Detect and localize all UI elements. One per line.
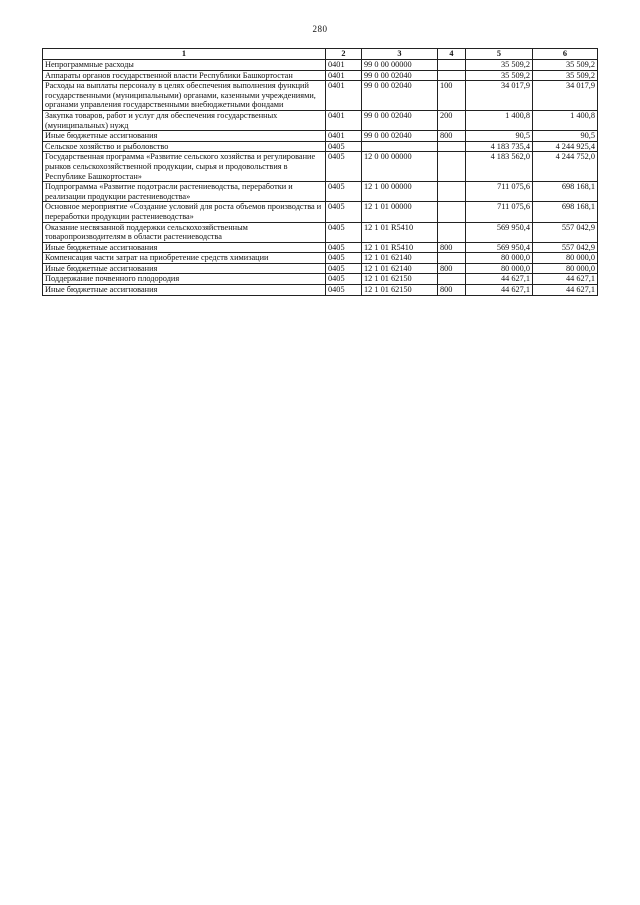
table-row bbox=[43, 60, 598, 71]
cell-target: 12 1 01 62140 bbox=[362, 253, 438, 264]
cell-section: 0405 bbox=[326, 152, 362, 182]
cell-name: Оказание несвязанной поддержки сельскохозяйственным товаропроизводителям в области растениеводства bbox=[43, 222, 326, 242]
table-row bbox=[43, 182, 598, 202]
cell-target: 12 1 01 62150 bbox=[362, 274, 438, 285]
cell-target: 99 0 00 00000 bbox=[362, 60, 438, 71]
header-col-1: 1 bbox=[43, 49, 326, 60]
cell-section: 0405 bbox=[326, 141, 362, 152]
cell-type bbox=[438, 222, 466, 242]
cell-value-6: 1 400,8 bbox=[533, 110, 598, 130]
cell-section: 0401 bbox=[326, 131, 362, 142]
cell-target: 99 0 00 02040 bbox=[362, 81, 438, 111]
table-row bbox=[43, 70, 598, 81]
header-col-5: 5 bbox=[466, 49, 533, 60]
header-col-2: 2 bbox=[326, 49, 362, 60]
cell-target: 12 1 01 R5410 bbox=[362, 242, 438, 253]
cell-type bbox=[438, 60, 466, 71]
cell-section: 0405 bbox=[326, 242, 362, 253]
cell-type: 800 bbox=[438, 263, 466, 274]
cell-value-5: 4 183 562,0 bbox=[466, 152, 533, 182]
table-body bbox=[43, 60, 598, 296]
header-row bbox=[43, 49, 598, 60]
cell-name: Непрограммные расходы bbox=[43, 60, 326, 71]
cell-value-5: 4 183 735,4 bbox=[466, 141, 533, 152]
cell-section: 0401 bbox=[326, 81, 362, 111]
cell-type bbox=[438, 70, 466, 81]
cell-target: 99 0 00 02040 bbox=[362, 131, 438, 142]
cell-type bbox=[438, 182, 466, 202]
cell-value-5: 44 627,1 bbox=[466, 285, 533, 296]
cell-value-6: 698 168,1 bbox=[533, 182, 598, 202]
cell-type: 100 bbox=[438, 81, 466, 111]
cell-target: 12 1 00 00000 bbox=[362, 182, 438, 202]
cell-type bbox=[438, 141, 466, 152]
cell-name: Закупка товаров, работ и услуг для обеспечения государственных (муниципальных) нужд bbox=[43, 110, 326, 130]
cell-name: Иные бюджетные ассигнования bbox=[43, 285, 326, 296]
cell-target: 99 0 00 02040 bbox=[362, 110, 438, 130]
cell-name: Расходы на выплаты персоналу в целях обеспечения выполнения функций государственными (муниципальными) органами, казенными учреждениями, органами управления государственными внебюджетными фондами bbox=[43, 81, 326, 111]
cell-value-5: 35 509,2 bbox=[466, 60, 533, 71]
cell-section: 0405 bbox=[326, 263, 362, 274]
table-row bbox=[43, 110, 598, 130]
cell-type bbox=[438, 253, 466, 264]
cell-name: Поддержание почвенного плодородия bbox=[43, 274, 326, 285]
cell-value-6: 698 168,1 bbox=[533, 202, 598, 222]
table-row bbox=[43, 141, 598, 152]
cell-value-5: 34 017,9 bbox=[466, 81, 533, 111]
cell-value-5: 80 000,0 bbox=[466, 253, 533, 264]
table-row bbox=[43, 274, 598, 285]
cell-name: Иные бюджетные ассигнования bbox=[43, 263, 326, 274]
cell-target: 12 1 01 62140 bbox=[362, 263, 438, 274]
cell-value-5: 90,5 bbox=[466, 131, 533, 142]
cell-section: 0405 bbox=[326, 253, 362, 264]
cell-target bbox=[362, 141, 438, 152]
cell-value-6: 44 627,1 bbox=[533, 285, 598, 296]
cell-type: 800 bbox=[438, 285, 466, 296]
cell-value-5: 44 627,1 bbox=[466, 274, 533, 285]
cell-target: 99 0 00 02040 bbox=[362, 70, 438, 81]
cell-name: Компенсация части затрат на приобретение средств химизации bbox=[43, 253, 326, 264]
table-row bbox=[43, 242, 598, 253]
cell-value-5: 1 400,8 bbox=[466, 110, 533, 130]
table-header bbox=[43, 49, 598, 60]
header-col-3: 3 bbox=[362, 49, 438, 60]
cell-section: 0405 bbox=[326, 285, 362, 296]
cell-value-6: 44 627,1 bbox=[533, 274, 598, 285]
cell-value-5: 569 950,4 bbox=[466, 222, 533, 242]
cell-section: 0401 bbox=[326, 70, 362, 81]
cell-type: 200 bbox=[438, 110, 466, 130]
cell-value-6: 4 244 752,0 bbox=[533, 152, 598, 182]
cell-value-6: 90,5 bbox=[533, 131, 598, 142]
header-col-6: 6 bbox=[533, 49, 598, 60]
cell-section: 0401 bbox=[326, 110, 362, 130]
cell-name: Аппараты органов государственной власти Республики Башкортостан bbox=[43, 70, 326, 81]
budget-table bbox=[42, 48, 598, 296]
cell-section: 0401 bbox=[326, 60, 362, 71]
cell-value-5: 35 509,2 bbox=[466, 70, 533, 81]
cell-type bbox=[438, 152, 466, 182]
page-number: 280 bbox=[312, 24, 328, 34]
cell-value-6: 34 017,9 bbox=[533, 81, 598, 111]
cell-value-6: 557 042,9 bbox=[533, 222, 598, 242]
cell-value-6: 557 042,9 bbox=[533, 242, 598, 253]
cell-type bbox=[438, 202, 466, 222]
cell-target: 12 0 00 00000 bbox=[362, 152, 438, 182]
table-row bbox=[43, 285, 598, 296]
cell-value-6: 35 509,2 bbox=[533, 70, 598, 81]
cell-type bbox=[438, 274, 466, 285]
cell-value-6: 80 000,0 bbox=[533, 263, 598, 274]
table-row bbox=[43, 222, 598, 242]
cell-value-5: 711 075,6 bbox=[466, 182, 533, 202]
header-col-4: 4 bbox=[438, 49, 466, 60]
cell-name: Основное мероприятие «Создание условий для роста объемов производства и переработки продукции растениеводства» bbox=[43, 202, 326, 222]
table-row bbox=[43, 263, 598, 274]
table-row bbox=[43, 131, 598, 142]
cell-name: Иные бюджетные ассигнования bbox=[43, 242, 326, 253]
cell-value-5: 711 075,6 bbox=[466, 202, 533, 222]
cell-name: Государственная программа «Развитие сельского хозяйства и регулирование рынков сельскохозяйственной продукции, сырья и продовольствия в Республике Башкортостан» bbox=[43, 152, 326, 182]
cell-value-5: 569 950,4 bbox=[466, 242, 533, 253]
cell-type: 800 bbox=[438, 242, 466, 253]
cell-name: Сельское хозяйство и рыболовство bbox=[43, 141, 326, 152]
cell-value-6: 35 509,2 bbox=[533, 60, 598, 71]
cell-target: 12 1 01 00000 bbox=[362, 202, 438, 222]
cell-section: 0405 bbox=[326, 222, 362, 242]
table-row bbox=[43, 253, 598, 264]
table-row bbox=[43, 202, 598, 222]
table-row bbox=[43, 152, 598, 182]
cell-target: 12 1 01 R5410 bbox=[362, 222, 438, 242]
cell-value-6: 80 000,0 bbox=[533, 253, 598, 264]
cell-section: 0405 bbox=[326, 182, 362, 202]
table-row bbox=[43, 81, 598, 111]
cell-target: 12 1 01 62150 bbox=[362, 285, 438, 296]
cell-name: Подпрограмма «Развитие подотрасли растениеводства, переработки и реализации продукции растениеводства» bbox=[43, 182, 326, 202]
cell-section: 0405 bbox=[326, 274, 362, 285]
cell-value-6: 4 244 925,4 bbox=[533, 141, 598, 152]
cell-section: 0405 bbox=[326, 202, 362, 222]
cell-value-5: 80 000,0 bbox=[466, 263, 533, 274]
cell-type: 800 bbox=[438, 131, 466, 142]
cell-name: Иные бюджетные ассигнования bbox=[43, 131, 326, 142]
